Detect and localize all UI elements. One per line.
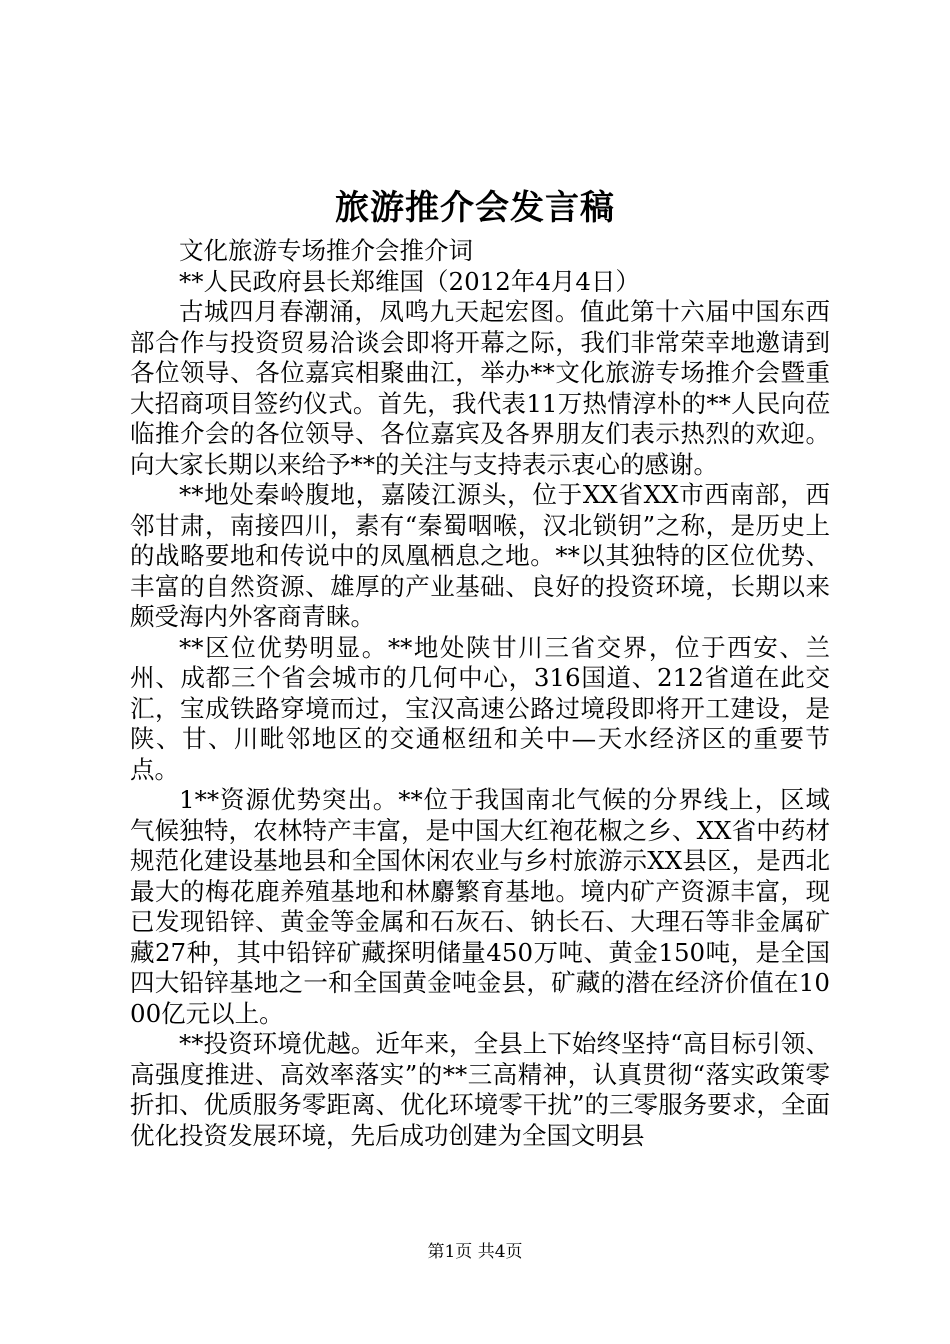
paragraph-location-advantage: **区位优势明显。**地处陕甘川三省交界，位于西安、兰州、成都三个省会城市的几何中心，316国道、212省道在此交汇，宝成铁路穿境而过，宝汉高速公路过境段即将开工建设，是陕、甘、川毗邻地区的交通枢纽和关中—天水经济区的重要节点。 bbox=[130, 632, 830, 784]
paragraph-resource-advantage: 1**资源优势突出。**位于我国南北气候的分界线上，区域气候独特，农林特产丰富，是中国大红袍花椒之乡、XX省中药材规范化建设基地县和全国休闲农业与乡村旅游示XX县区，是西北最大的梅花鹿养殖基地和林麝繁育基地。境内矿产资源丰富，现已发现铅锌、黄金等金属和石灰石、钠长石、大理石等非金属矿藏27种，其中铅锌矿藏探明储量450万吨、黄金150吨，是全国四大铅锌基地之一和全国黄金吨金县，矿藏的潜在经济价值在1000亿元以上。 bbox=[130, 785, 830, 1028]
paragraph-investment-environment: **投资环境优越。近年来，全县上下始终坚持“高目标引领、高强度推进、高效率落实”的**三高精神，认真贯彻“落实政策零折扣、优质服务零距离、优化环境零干扰”的三零服务要求，全面优化投资发展环境，先后成功创建为全国文明县 bbox=[130, 1029, 830, 1150]
paragraph-location: **地处秦岭腹地，嘉陵江源头，位于XX省XX市西南部，西邻甘肃，南接四川，素有“秦蜀咽喉，汉北锁钥”之称，是历史上的战略要地和传说中的凤凰栖息之地。**以其独特的区位优势、丰富的自然资源、雄厚的产业基础、良好的投资环境，长期以来颇受海内外客商青睐。 bbox=[130, 480, 830, 631]
page-number: 第1页 共4页 bbox=[427, 1242, 523, 1262]
document-title: 旅游推介会发言稿 bbox=[335, 188, 615, 228]
paragraph-opening: 古城四月春潮涌，凤鸣九天起宏图。值此第十六届中国东西部合作与投资贸易洽谈会即将开幕之际，我们非常荣幸地邀请到各位领导、各位嘉宾相聚曲江，举办**文化旅游专场推介会暨重大招商项目签约仪式。首先，我代表11万热情淳朴的**人民向莅临推介会的各位领导、各位嘉宾及各界朋友们表示热烈的欢迎。向大家长期以来给予**的关注与支持表示衷心的感谢。 bbox=[130, 297, 830, 479]
paragraph-speaker: **人民政府县长郑维国（2012年4月4日） bbox=[179, 266, 641, 296]
paragraph-subtitle: 文化旅游专场推介会推介词 bbox=[179, 236, 473, 265]
document-body bbox=[130, 236, 830, 1151]
